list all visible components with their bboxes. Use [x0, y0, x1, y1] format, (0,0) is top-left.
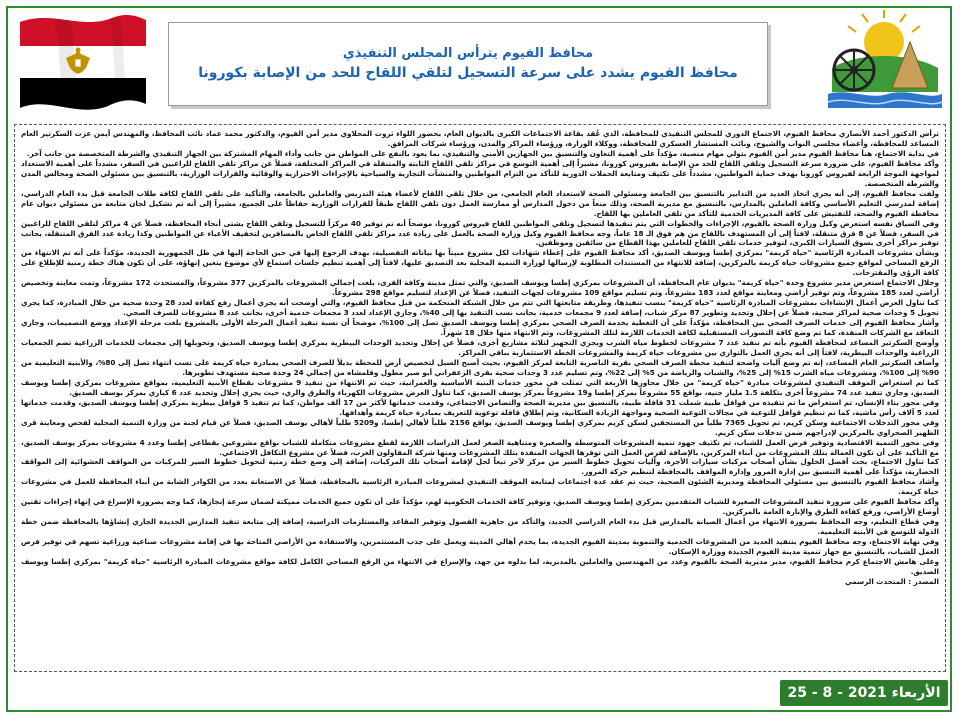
article-paragraph: وبشأن مشروعات المبادرة الرئاسية "حياة كريمة" بمركزي إطسا ويوسف الصديق، أكد محافظ الفيوم على إعطاء شهادات لكل مشروع مبيناً بها بياناته التفصيلية، بهدف الرجوع إليها في حين الحاجة إليها في ظل الجمهورية الجديدة، مؤكداً على أنه تم الانتهاء من الرفع المساحي لمواقع جميع مشروعات حياة كريمة بالمركزين، إضافة للانتهاء من المستندات المطلوبة لإرسالها لوزارة التنمية المحلية بعد التصديق عليها، لافتاً إلى أهمية تنظيم جلسات استماع لأي موضوع يتعين إنهاؤه، على أن تكون هناك خطة زمنية للإطلاع على كافة الرؤى والمقترحات.: [21, 248, 939, 278]
article-paragraph: وأشار محافظ الفيوم إلى خدمات الصرف الصحي بين المحافظة، مؤكداً على أن التغطية بخدمة الصرف الصحي بمركزي إطسا ويوسف الصديق تصل إلى 100%، موضحاً أن نسبة تنفيذ أعمال المرحلة الأولى بالمشروع بلغت مرحلة الإعداد ووضع التصميمات، وجاري التعاقد مع الشركات المنفذة، كما تم وضع كافة التصورات المستقبلية لكافة الخدمات اللازمة لتلك المشروعات، وتم الانتهاء منها خلال 18 شهراً.: [21, 318, 939, 338]
date-day-separator: [887, 685, 892, 701]
article-paragraph: وفي محور بناء الإنسان، تم استعراض ما تم تنفيذه من قوافل طبية شملت 31 قافلة طبية، بالتنسيق بين مديرية الصحة والتضامن الاجتماعي، وقدمت خدماتها لأكثر من 17 ألف مواطن، كما تم تنفيذ 5 قوافل بيطرية بمركزي إطسا ويوسف الصديق، وقدمت خدماتها لعدد 5 آلاف رأس ماشية، كما تم تنظيم قوافل للتوعية في مجالات التوعية الصحية ومواجهة الزيادة السكانية، وتم إطلاق قافلة توعوية للتعريف بمبادرة حياة كريمة وأهدافها.: [21, 397, 939, 417]
article-paragraph: وخلال الاجتماع استعرض مدير مشروع وحدة "حياة كريمة" بديوان عام المحافظة، أن المشروعات بمركزي إطسا ويوسف الصديق، والتي تمثل مدينة وكافة القرى، بلغت إجمالي المشروعات بالمركزين 377 مشروعاً، والمستحدث 172 مشروعاً، وتمت معاينة وتخصيص أراضي لعدد 185 مشروعاً، وتم توفير أراضي ومعاينة مواقع لعدد 183 مشروعاً، وتم تسليم مواقع 109 مشروعات لجهات التنفيذ، فضلاً عن الإعداد لتسليم مواقع 298 مشروعاً.: [21, 278, 939, 298]
date-day: الأربعاء: [891, 685, 941, 701]
article-paragraph: وأضاف السكرتير العام المساعد، إنه تم وضع آليات واضحة لتنفيذ محطة الصرف الصحي بقرية الناصرية التابعة لمركز الفيوم، بحيث أصبح السبل لتخصيص أرض للمحطة بديلاً للصرف الصحي بمبادرة حياة كريمة على نسب انتهاء تصل إلى 80%، والأبنية التعليمية من 90% إلى 100%، ومشروعات مياه الشرب 15% إلى 25%، والشباب والرياضة من 5% إلى 22%، وتم تسليم عدد 3 وحدات صحية بقرى الزعفراني أبو صير مطول وقلمشاه من إجمالي 24 وحدة صحية مستهدف تطويرها.: [21, 357, 939, 377]
article-paragraph: وفي محور التنمية الاقتصادية وتوفير فرص العمل للشباب، تم تكثيف جهود تنمية المشروعات المتوسطة والصغيرة ومتناهية الصغر لعمل الدراسات اللازمة لقطع مشروعات متكاملة للشباب بواقع مشروعين بقطاعي إطسا وعدد 4 مشروعات بمركز يوسف الصديق، مع التأكيد على أن تكون العمالة بتلك المشروعات من أبناء المركزين، بالإضافة لفرص العمل التي توفرها الجهات المنفذة بتلك المشروعات ومنها شركة المقاولون العرب، فضلاً عن مشروع التكافل الاجتماعي.: [21, 437, 939, 457]
article-paragraph: وأكد محافظ الفيوم، على ضرورة سرعة التسجيل وتلقي اللقاح للحد من الإصابة بفيروس كورونا، مشيراً إلى أهمية التوسع في مراكز تلقي اللقاح الثابتة والمتنقلة في المراكز المختلفة، فضلاً عن مراكز تلقي اللقاح للراغبين في السفر، مشدداً على أهمية الاستعداد لمواجهة الموجة الرابعة لفيروس كورونا بهدف حماية المواطنين، مشدداً على تكثيف ومتابعة الحملات الدورية للتأكد من التزام المواطنين والمنشآت التجارية والسياحية بالإجراءات الاحترازية والوقائية والقرارات الوزارية، بالتنسيق بين مسئولي الصحة ومجالس المدن والشرطة المتخصصة.: [21, 158, 939, 188]
article-paragraph: وفي نهاية الاجتماع، وجه محافظ الفيوم بتنفيذ العديد من المشروعات الخدمية والتنموية بمدينة الفيوم الجديدة، بما يخدم أهالي المدينة ويعمل على جذب المستثمرين، والاستفادة من الأراضي المتاحة بها في إقامة مشروعات صناعية وزراعية تسهم في توفير فرص العمل للشباب، بالتنسيق مع جهاز تنمية مدينة الفيوم الجديدة ووزارة الإسكان.: [21, 537, 939, 557]
article-paragraph: كما تناول العرض أعمال الإنشاءات بمشروعات المبادرة الرئاسية "حياة كريمة" بنسب تنفيذها، وطريقة متابعتها التي تتم من خلال الشبكة المتحكمة من قبل محافظ الفيوم، والتي أوضحت أنه يجري أعمال رفع كفاءة لعدد 28 وحدة صحية من خلال المبادرة، كما يجري تحويل 5 وحدات صحية لمراكز صحية، فضلاً عن إحلال وتجديد وتطوير 87 مركز شباب، إضافة لعدد 9 مجمعات خدمية، بجانب نسب التنفيذ بها إلى 40%، وجاري الإعداد لعدد 3 مجمعات خدمية أخرى، بجانب عدد 8 مشروعات للصرف الصحي.: [21, 298, 939, 318]
article-paragraph: ولفت محافظ الفيوم، إلى أنه يجري اتخاذ العديد من التدابير بالتنسيق بين الجامعة ومسئولي الصحة لاستعداد العام الجامعي، من خلال تلقي اللقاح لأعضاء هيئة التدريس والعاملين بالجامعة، والتأكيد على تلقي اللقاح لكافة طلاب الجامعة قبل بدء العام الدراسي، إضافة لمدرسي التعليم الأساسي وكافة العاملين بالمدارس، بالتنسيق مع مديرية الصحة، وذلك منعاً من دخول المدارس أو ممارسة العمل دون تلقي اللقاح طبقاً للقرارات الوزارية حفاظاً على الجميع، مشيراً إلى أنه تم تشكيل لجان متابعة من مسئولي ديوان عام محافظة الفيوم والصحة، للتفتيش على كافة المديريات الخدمية للتأكد من تلقي العاملين بها اللقاح.: [21, 188, 939, 218]
date-bar: [780, 680, 948, 706]
article-paragraph: وأوضح السكرتير المساعد لمحافظة الفيوم بأنه تم تنفيذ عدد 7 مشروعات لخطوط مياه الشرب ويجري التجهيز لثلاثة مشاريع أخرى، فضلاً عن إحلال وتجديد الوحدات البيطرية بمركزي إطسا ويوسف الصديق، وتحويلها إلى مجمعات للخدمات الزراعية تضم الجمعيات الزراعية والوحدات البيطرية، لافتاً إلى أنه يجري العمل بالتوازي بين مشروعات حياة كريمة والمشروعات الخطة الاستثمارية بباقي المراكز.: [21, 338, 939, 357]
article-paragraph: في بداية الاجتماع، هنأ محافظ الفيوم مدير أمن الفيوم بتولي مهام منصبه، مؤكداً على أهمية التعاون والتنسيق بين الجهازين الأمني والتنفيذي، بما يعود بالنفع على المواطن من جانب وأداء المهام المشتركة بين الجهاز التنفيذي والشرطة المتخصصة من جانب آخر.: [26, 148, 939, 158]
headline-primary: محافظ الفيوم يترأس المجلس التنفيذي: [342, 46, 594, 61]
headline-box: [168, 22, 768, 106]
egypt-flag-icon: [12, 8, 150, 118]
article-source: المصدر : المتحدث الرسمي: [845, 576, 939, 586]
article-body: [14, 124, 946, 672]
article-paragraph: وفي قطاع التعليم، وجه المحافظ بضرورة الانتهاء من أعمال الصيانة بالمدارس قبل بدء العام الدراسي الجديد، والتأكد من جاهزية الفصول وتوفير المقاعد والمستلزمات الدراسية، إضافة إلى متابعة تنفيذ المدارس الجديدة الجاري إنشاؤها بالمحافظة ضمن خطة الدولة للتوسع في الأبنية التعليمية.: [21, 517, 939, 537]
date-value: 25 - 8 - 2021: [787, 685, 887, 701]
fayoum-governorate-emblem-icon: [818, 8, 950, 116]
headline-secondary: محافظ الفيوم يشدد على سرعة التسجيل لتلقي اللقاح للحد من الإصابة بكورونا: [198, 65, 738, 81]
article-paragraph: وفي السياق نفسه استعرض وكيل وزارة الصحة بالفيوم، الإجراءات والخطوات التي يتم تنفيذها لتسجيل وتلقي المواطنين للقاح فيروس كورونا، موضحاً أنه تم توفير 40 مركزاً للتسجيل وتلقي اللقاح بشتى أنحاء المحافظة، فضلاً عن 4 مراكز لتلقي اللقاح للراغبين في السفر، فضلاً عن 8 فرق متنقلة، لافتاً إلى أن المستهدف باللقاح من هم فوق الـ 18 عاماً، وجه محافظ الفيوم وكيل وزارة الصحة بالعمل على زيادة عدد مراكز تلقي اللقاح الخاص بالمسافرين لتخفيف الأعباء عن المواطنين وكذا زيادة عدد الفرق المتنقلة، بجانب توفير مراكز أخرى بسوق السيارات الكبرى، لتوفير خدمات تلقي اللقاح للعاملين بهذا القطاع من سائقين وموظفين.: [21, 218, 939, 248]
article-paragraph: وعلى هامش الاجتماع كرم محافظ الفيوم، مدير مديرية الصحة بالفيوم وعدد من المهندسين والعاملين بالمديرية، لما بذلوه من جهد، والإسراع في الانتهاء من الرفع المساحي الكامل لكافة مواقع مشروعات المبادرة الرئاسية "حياة كريمة" بمركزي إطسا ويوسف الصديق.: [21, 556, 939, 576]
article-paragraph: كما تناول الاجتماع، بحث أفضل الحلول بشأن أصحاب مركبات سيارات الأجرة، وآليات تحويل خطوط السير من مركز لآخر تبعاً لحل لإقامة أصحاب تلك المركبات، إضافة إلى وضع خطة زمنية لتحويل خطوط السير للمركبات من المواقف العشوائية إلى المواقف الحضارية، مؤكداً على أهمية التنسيق بين إدارة المرور وإدارة المواقف بالمحافظة لتنظيم حركة المرور.: [21, 457, 939, 477]
article-paragraph: ترأس الدكتور أحمد الأنصاري محافظ الفيوم، الاجتماع الدوري للمجلس التنفيذي للمحافظة، الذي عُقد بقاعة الاجتماعات الكبرى بالديوان العام، بحضور اللواء ثروت المحلاوي مدير أمن الفيوم، والدكتور محمد عماد نائب المحافظ، والمهندس أيمن عزت السكرتير العام المساعد للمحافظة، وأعضاء مجلسي النواب والشيوخ، ونائب المستشار العسكري للمحافظة، ووكلاء الوزارة، ورؤساء المراكز والمدن، ورؤساء شركات المرافق.: [21, 129, 939, 148]
article-paragraph: وأكد محافظ الفيوم على ضرورة تنفيذ المشروعات الصغيرة للشباب المتقدمين بمركزي إطسا ويوسف الصديق، وتوفير كافة الخدمات الحكومية لهم، مؤكداً على أن تكون جميع الخدمات مميكنة لضمان سرعة إنجازها، كما وجه بضرورة الإسراع في إنهاء إجراءات تقنين أوضاع الأراضي، ورفع كفاءة الطرق والإنارة العامة بالمركزين.: [21, 497, 939, 517]
article-paragraph: وأشاد محافظ الفيوم بالتنسيق بين مسئولي المحافظة ومديرية الشئون الصحية، حيث تم عقد عدة اجتماعات لمتابعة الموقف التنفيذي لمشروعات المبادرة الرئاسية بالمحافظة، فضلاً عن الاستعانة بعدد من الكوادر الشابة من أبناء المحافظة للعمل في مشروعات حياة كريمة.: [21, 477, 939, 497]
article-paragraph: وفي محور التدخلات الاجتماعية وسكن كريم، تم تحويل 7365 طلباً من المستحقين لسكن كريم بمركزي إطسا ويوسف الصديق، بواقع 2156 طلباً لأهالي إطسا، و5209 طلباً لأهالي يوسف الصديق، فضلاً عن قيام لجنة من وزارة التنمية المحلية لفحص ومعاينة قرى الظهير الصحراوي بالمركزين لإدراجهم ضمن تدخلات سكن كريم.: [21, 417, 939, 437]
article-paragraph: كما تم استعراض الموقف التنفيذي لمشروعات مبادرة "حياة كريمة" من خلال محاورها الأربعة التي تمثلت في محور خدمات البنية الأساسية والعمرانية، حيث تم الانتهاء من تنفيذ 9 مشروعات بقطاع الأبنية التعليمية، بمواقع مشروعات بمركزي إطسا ويوسف الصديق، وجاري تنفيذ عدد 74 مشروعاً أخرى بتكلفة 1.5 مليار جنيه، بواقع 55 مشروعاً بمركز إطسا و19 مشروعاً بمركز يوسف الصديق، كما تناول العرض مشروعات الكهرباء والطرق والري، حيث يجري إحلال وتجديد عدد 6 كباري بمركز يوسف الصديق.: [21, 377, 939, 397]
